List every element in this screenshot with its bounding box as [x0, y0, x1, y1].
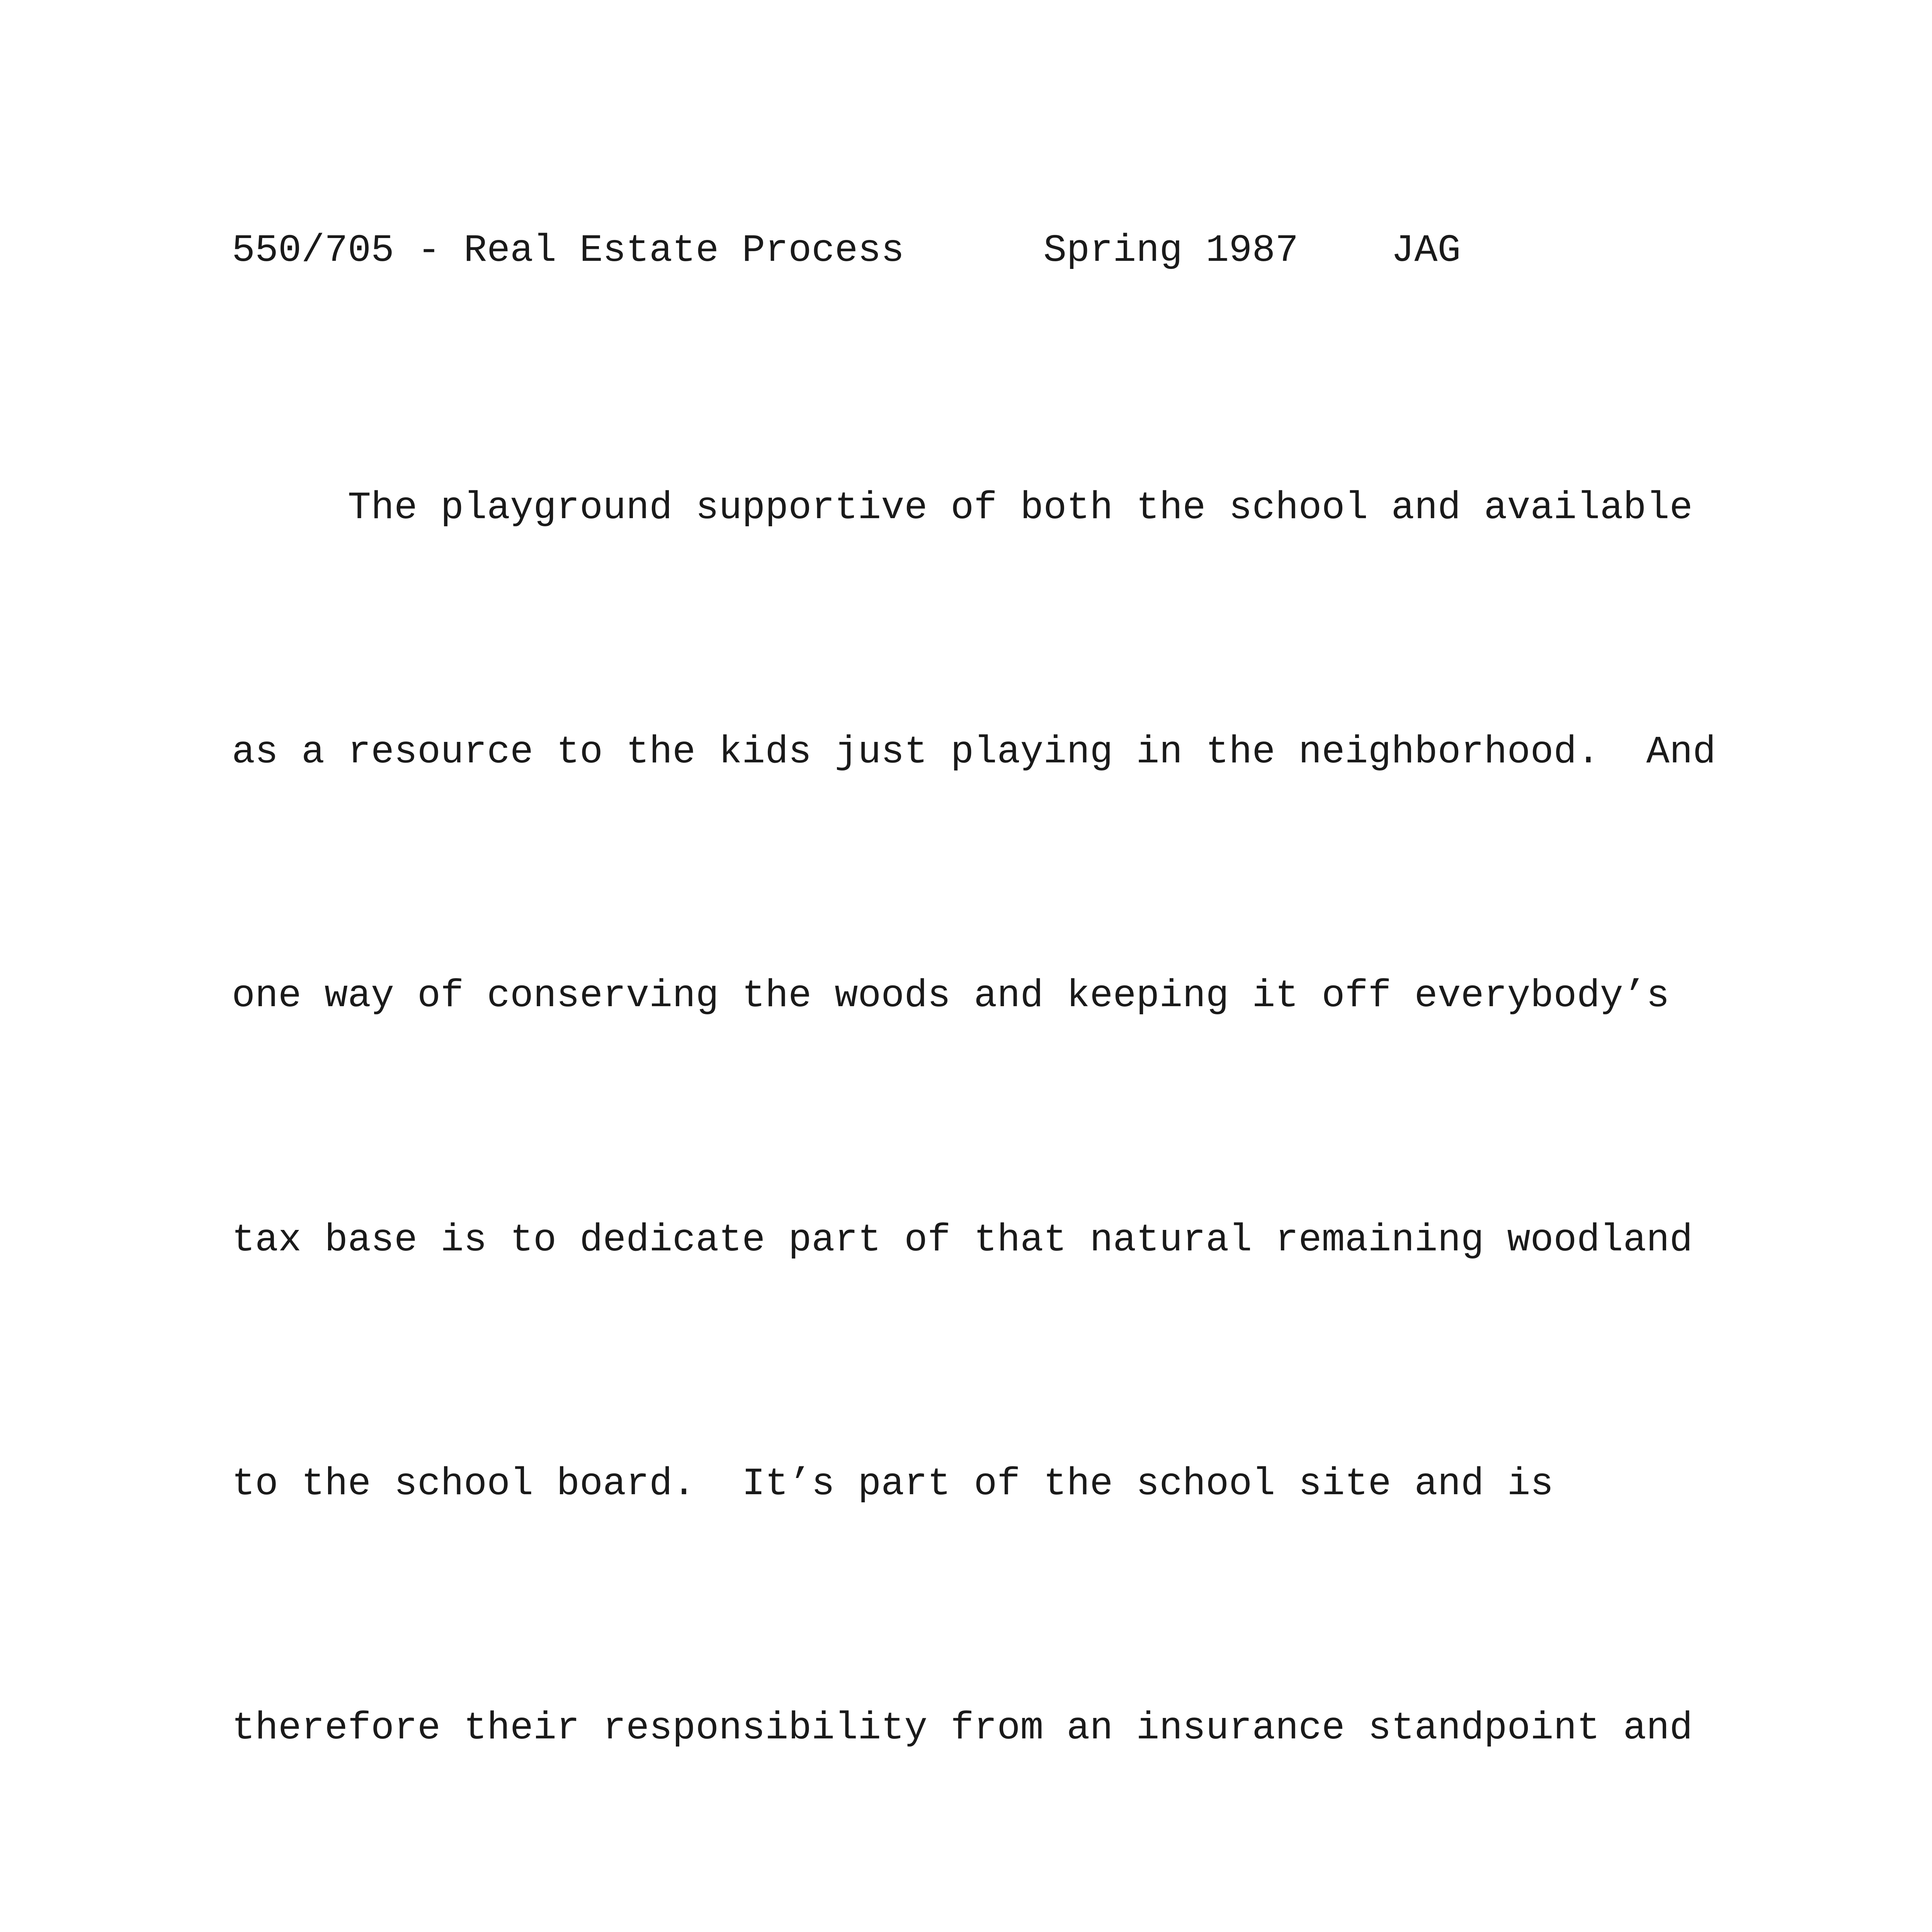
text-line: one way of conserving the woods and keeping it off everybody’s [232, 975, 1670, 1018]
term-label: Spring 1987 [1043, 229, 1299, 273]
page-header [232, 228, 1461, 274]
text-line: therefore their responsibility from an insurance standpoint and [232, 1706, 1693, 1750]
transcript-body [232, 305, 1777, 1932]
text-line: The playground supportive of both the school and available [232, 486, 1693, 530]
author-initials: JAG [1391, 229, 1461, 273]
text-line: tax base is to dedicate part of that natural remaining woodland [232, 1218, 1693, 1262]
text-line: as a resource to the kids just playing in the neighborhood. And [232, 730, 1716, 774]
course-title: 550/705 - Real Estate Process [232, 229, 905, 273]
text-line: to the school board. It’s part of the school site and is [232, 1463, 1554, 1506]
